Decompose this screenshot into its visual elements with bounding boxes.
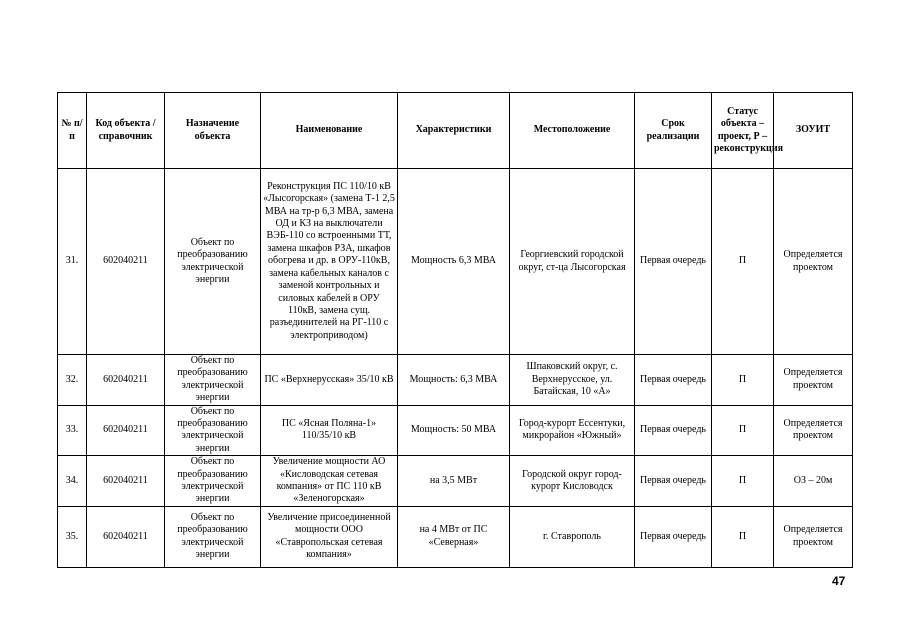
header-term: Срок реализации: [635, 93, 712, 169]
object-code: 602040211: [87, 169, 165, 355]
object-characteristics: Мощность: 50 МВА: [398, 405, 510, 456]
table-row: [58, 405, 853, 456]
object-characteristics: на 3,5 МВт: [398, 456, 510, 507]
object-name: ПС «Верхнерусская» 35/10 кВ: [261, 355, 398, 406]
zouit: ОЗ – 20м: [774, 456, 853, 507]
object-purpose: Объект по преобразованию электрической энергии: [165, 169, 261, 355]
object-characteristics: Мощность 6,3 МВА: [398, 169, 510, 355]
objects-table: [57, 92, 853, 568]
header-zouit: ЗОУИТ: [774, 93, 853, 169]
row-number: 34.: [58, 456, 87, 507]
table-row: [58, 169, 853, 355]
object-purpose: Объект по преобразованию электрической энергии: [165, 456, 261, 507]
object-characteristics: Мощность: 6,3 МВА: [398, 355, 510, 406]
object-location: Городской округ город-курорт Кисловодск: [510, 456, 635, 507]
object-code: 602040211: [87, 456, 165, 507]
object-purpose: Объект по преобразованию электрической энергии: [165, 506, 261, 567]
object-location: г. Ставрополь: [510, 506, 635, 567]
zouit: Определяется проектом: [774, 169, 853, 355]
object-purpose: Объект по преобразованию электрической энергии: [165, 405, 261, 456]
object-code: 602040211: [87, 405, 165, 456]
zouit: Определяется проектом: [774, 405, 853, 456]
header-status: Статус объекта – проект, Р – реконструкция: [712, 93, 774, 169]
object-status: П: [712, 169, 774, 355]
object-name: Реконструкция ПС 110/10 кВ «Лысогорская» (замена Т-1 2,5 МВА на тр-р 6,3 МВА, замена ОД и КЗ на выключатели ВЭБ-110 со встроенными ТТ, замена шкафов РЗА, шкафов обогрева и др. в ОРУ-110кВ, замена кабельных каналов с заменой контрольных и силовых кабелей в ОРУ 110кВ, замена сущ. разъединителей на РГ-110 с электроприводом): [261, 169, 398, 355]
row-number: 35.: [58, 506, 87, 567]
header-name: Наименование: [261, 93, 398, 169]
implementation-term: Первая очередь: [635, 169, 712, 355]
implementation-term: Первая очередь: [635, 405, 712, 456]
object-purpose: Объект по преобразованию электрической энергии: [165, 355, 261, 406]
row-number: 31.: [58, 169, 87, 355]
table-row: [58, 355, 853, 406]
header-num: № п/п: [58, 93, 87, 169]
header-purpose: Назначение объекта: [165, 93, 261, 169]
implementation-term: Первая очередь: [635, 506, 712, 567]
header-characteristics: Характеристики: [398, 93, 510, 169]
object-name: Увеличение присоединенной мощности ООО «Ставропольская сетевая компания»: [261, 506, 398, 567]
object-status: П: [712, 506, 774, 567]
table-row: [58, 456, 853, 507]
object-code: 602040211: [87, 506, 165, 567]
object-status: П: [712, 405, 774, 456]
header-location: Местоположение: [510, 93, 635, 169]
object-name: Увеличение мощности АО «Кисловодская сетевая компания» от ПС 110 кВ «Зеленогорская»: [261, 456, 398, 507]
object-location: Город-курорт Ессентуки, микрорайон «Южный»: [510, 405, 635, 456]
header-code: Код объекта / справочник: [87, 93, 165, 169]
zouit: Определяется проектом: [774, 355, 853, 406]
object-code: 602040211: [87, 355, 165, 406]
page-number: 47: [832, 574, 846, 588]
implementation-term: Первая очередь: [635, 456, 712, 507]
row-number: 32.: [58, 355, 87, 406]
zouit: Определяется проектом: [774, 506, 853, 567]
row-number: 33.: [58, 405, 87, 456]
object-location: Шпаковский округ, с. Верхнерусское, ул. Батайская, 10 «А»: [510, 355, 635, 406]
object-status: П: [712, 355, 774, 406]
object-location: Георгиевский городской округ, ст-ца Лысогорская: [510, 169, 635, 355]
table-row: [58, 506, 853, 567]
object-name: ПС «Ясная Поляна-1» 110/35/10 кВ: [261, 405, 398, 456]
header-row: [58, 93, 853, 169]
object-status: П: [712, 456, 774, 507]
object-characteristics: на 4 МВт от ПС «Северная»: [398, 506, 510, 567]
implementation-term: Первая очередь: [635, 355, 712, 406]
